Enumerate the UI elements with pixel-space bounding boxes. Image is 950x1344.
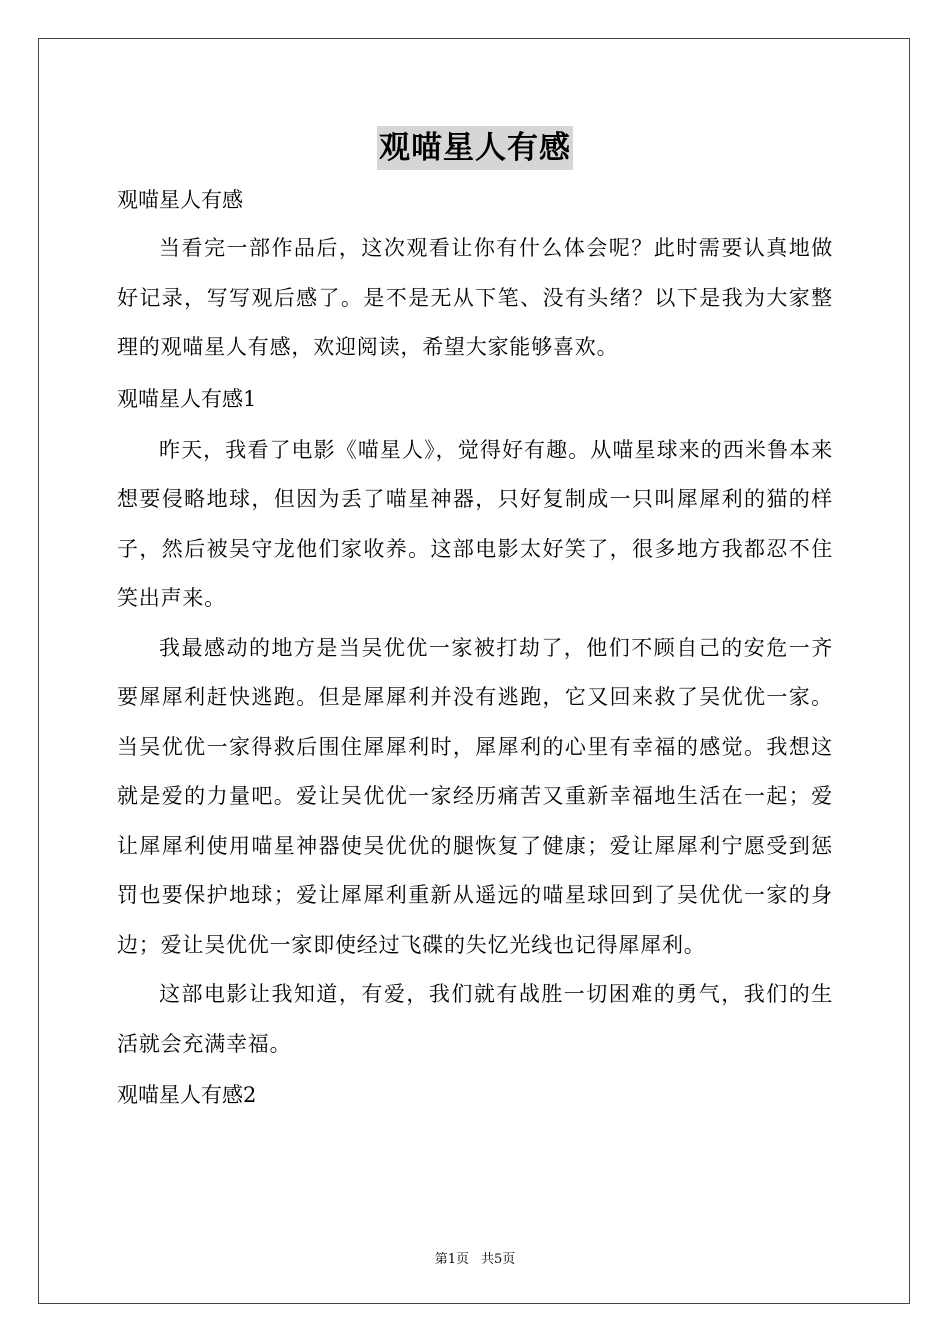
page-total: 共5页 <box>481 1252 516 1267</box>
intro-paragraph: 当看完一部作品后，这次观看让你有什么体会呢？此时需要认真地做好记录，写写观后感了。是不是无从下笔、没有头绪？以下是我为大家整理的观喵星人有感，欢迎阅读，希望大家能够喜欢。 <box>117 236 833 359</box>
document-subtitle: 观喵星人有感 <box>117 188 243 212</box>
title-wrap <box>0 126 950 170</box>
page-number: 第1页 <box>434 1252 469 1267</box>
section-paragraph: 昨天，我看了电影《喵星人》，觉得好有趣。从喵星球来的西米鲁本来想要侵略地球，但因为丢了喵星神器，只好复制成一只叫犀犀利的猫的样子，然后被吴守龙他们家收养。这部电影太好笑了，很多地方我都忍不住笑出声来。 <box>117 437 833 610</box>
section-heading: 观喵星人有感1 <box>117 386 257 411</box>
section-heading: 观喵星人有感2 <box>117 1083 257 1107</box>
section-paragraph: 这部电影让我知道，有爱，我们就有战胜一切困难的勇气，我们的生活就会充满幸福。 <box>117 982 833 1056</box>
document-title: 观喵星人有感 <box>377 126 573 170</box>
page-footer <box>0 1248 950 1267</box>
section-paragraph: 我最感动的地方是当吴优优一家被打劫了，他们不顾自己的安危一齐要犀犀利赶快逃跑。但是犀犀利并没有逃跑，它又回来救了吴优优一家。当吴优优一家得救后围住犀犀利时，犀犀利的心里有幸福的感觉。我想这就是爱的力量吧。爱让吴优优一家经历痛苦又重新幸福地生活在一起；爱让犀犀利使用喵星神器使吴优优的腿恢复了健康；爱让犀犀利宁愿受到惩罚也要保护地球；爱让犀犀利重新从遥远的喵星球回到了吴优优一家的身边；爱让吴优优一家即使经过飞碟的失忆光线也记得犀犀利。 <box>117 635 833 957</box>
document-body <box>117 176 833 1122</box>
